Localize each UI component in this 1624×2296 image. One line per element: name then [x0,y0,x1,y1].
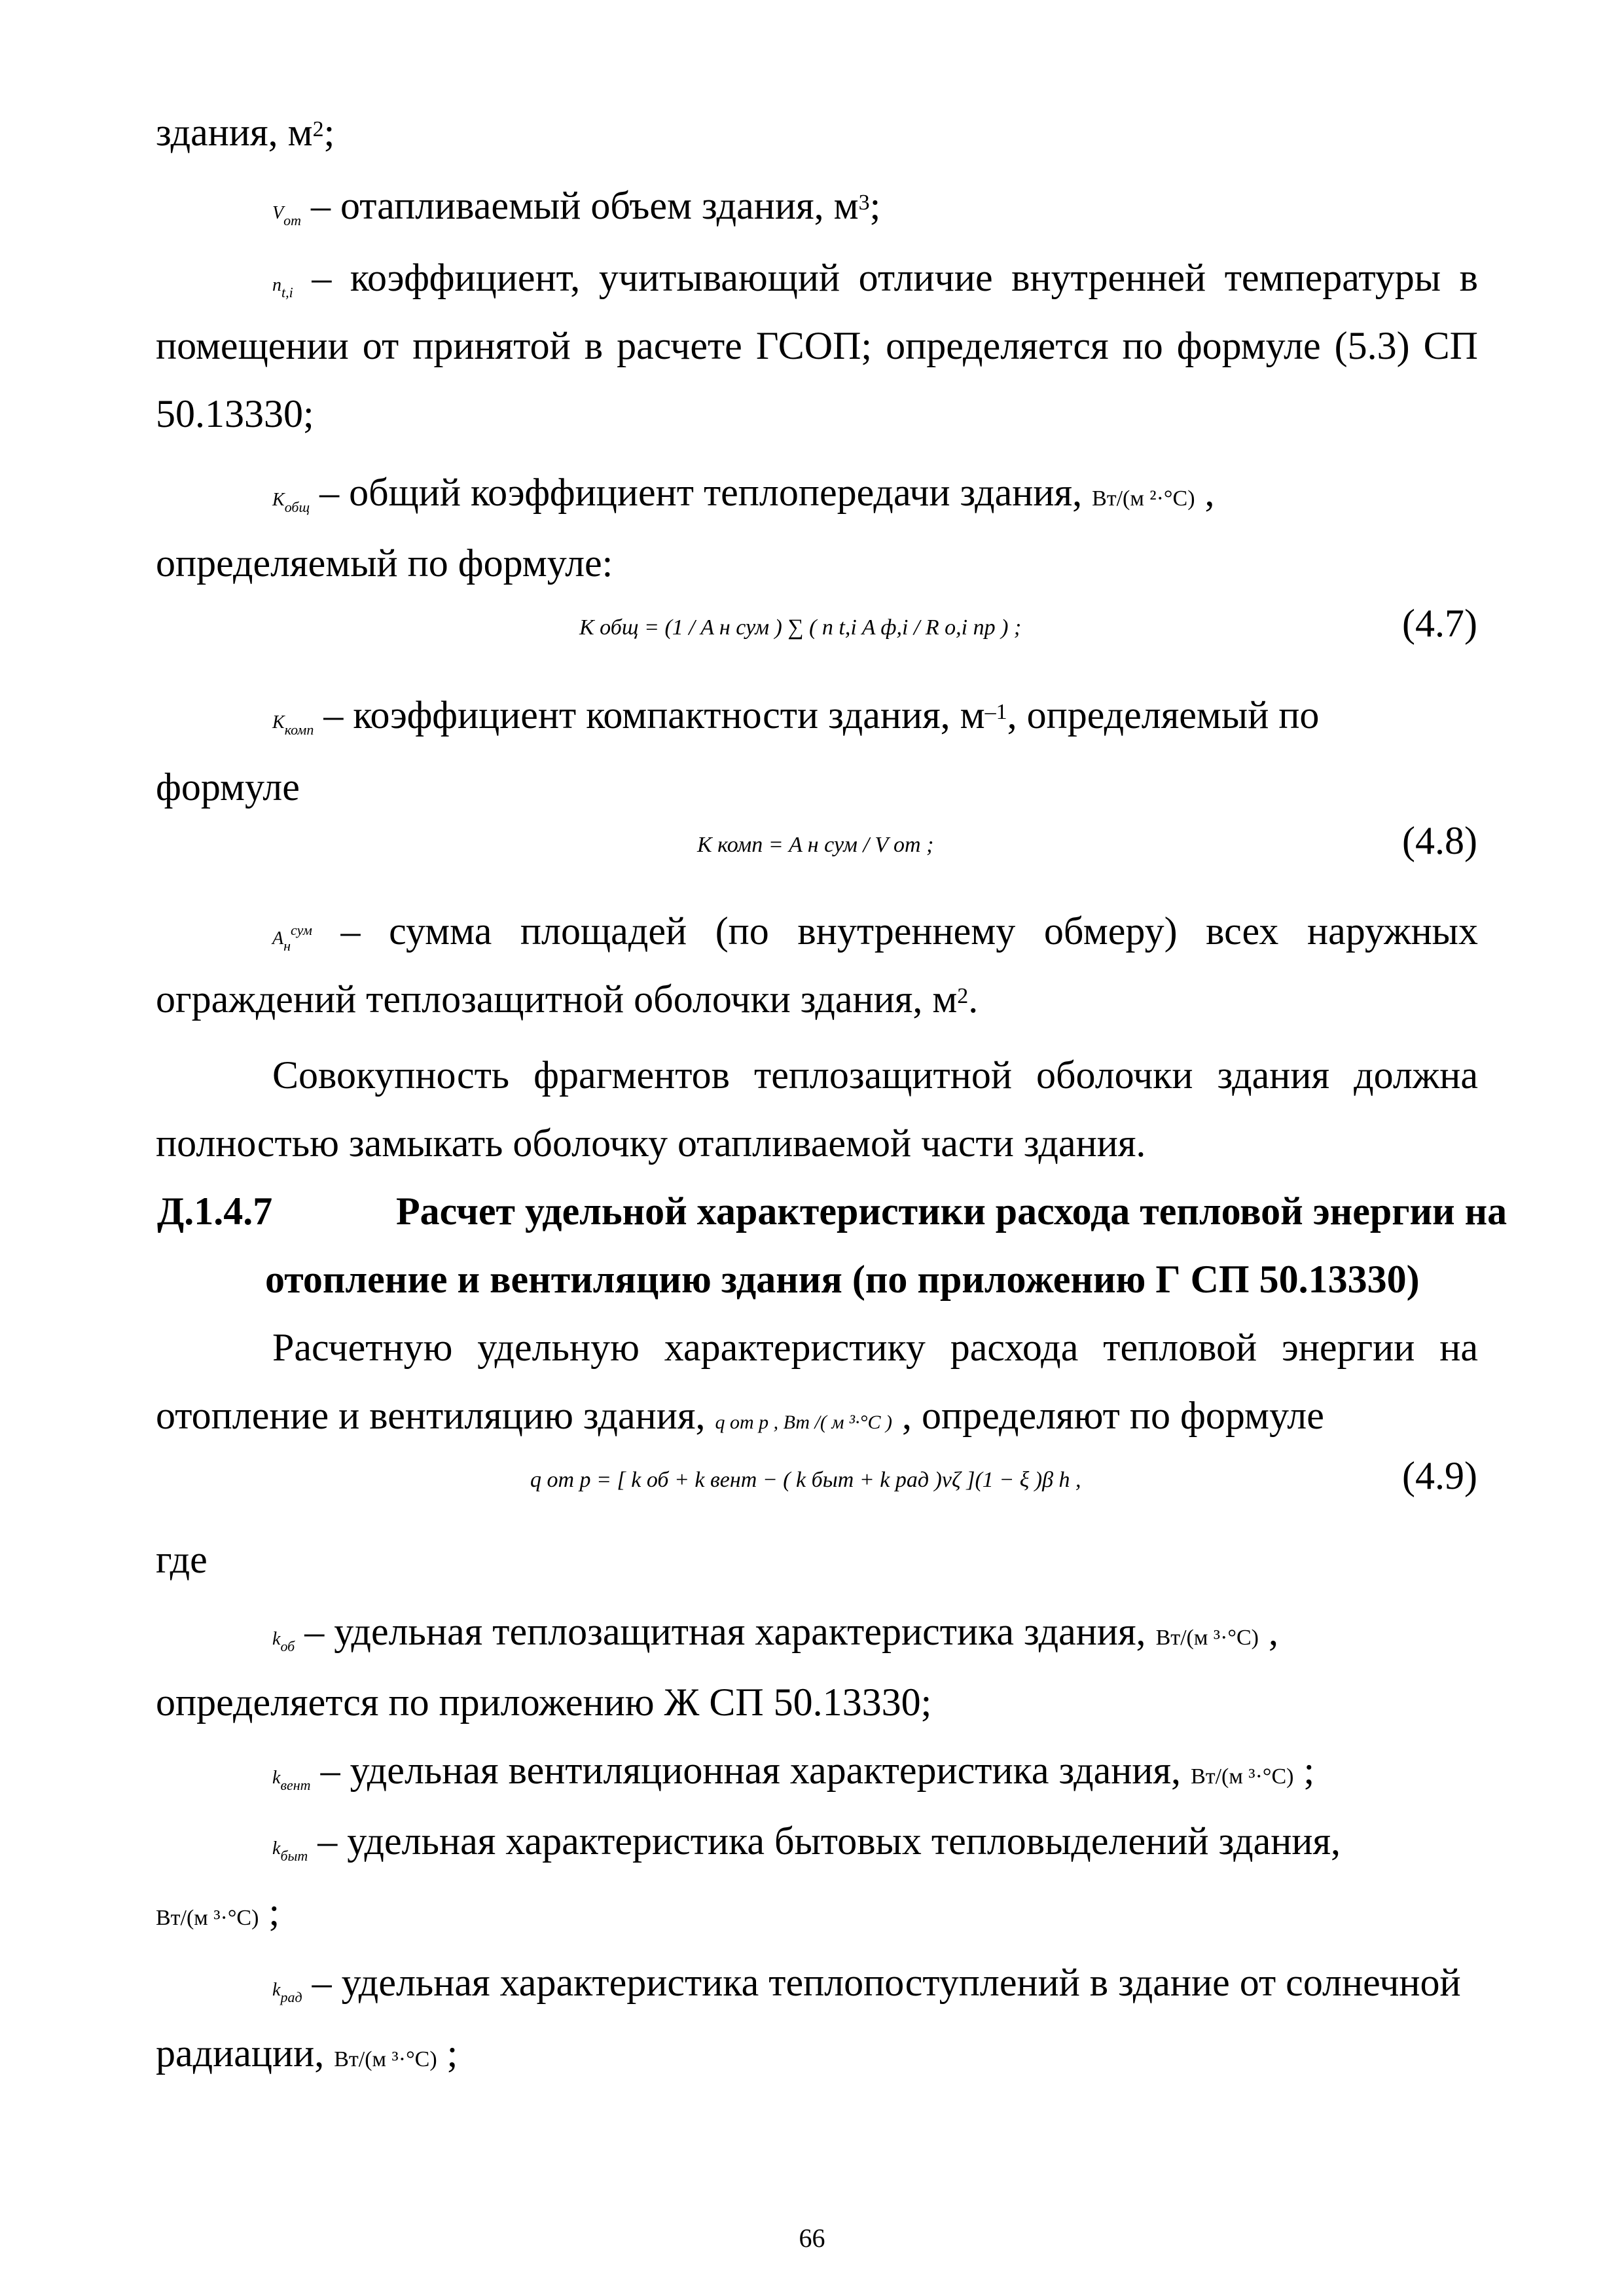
symbol-k-rad: $k_{рад}$ [272,1980,302,2005]
text-line-appendix-zh: определяется по приложению Ж СП 50.13330; [156,1681,932,1724]
text-where: где [156,1538,208,1581]
definition-coefficient-n: $n_{t,i}$ – коэффициент, учитывающий отличие внутренней температуры в помещении от принятой в расчете ГСОП; определяется по формуле (5.3) СП 50.13330; [156,256,1478,435]
symbol-q: q от р , Вт /( м ³·°С ) [715,1412,892,1433]
equation-number-4-8: (4.8) [1402,819,1477,862]
definition-volume: $V_{от}$ – отапливаемый объем здания, $м^3$; [272,184,881,228]
symbol-k-byt: $k_{быт}$ [272,1838,308,1864]
definition-k-compact: $K_{комп}$ – коэффициент компактности здания, $м^{-1}$, определяемый по [272,693,1320,738]
text-line-unit-byt: Вт/(м ³·°С) ; [156,1890,280,1933]
equation-4-9: q от р = [ k об + k вент − ( k быт + k рад )νζ ](1 − ξ )β h , [530,1468,1081,1492]
symbol-k-general: $K_{общ}$ [272,490,310,515]
page-number: 66 [799,2223,825,2253]
section-heading-line-2: отопление и вентиляцию здания (по приложению Г СП 50.13330) [265,1258,1420,1301]
symbol-n: $n_{t,i}$ [272,275,293,301]
section-heading-line-1: Расчет удельной характеристики расхода тепловой энергии на [396,1190,1507,1233]
symbol-k-vent: $k_{вент}$ [272,1768,311,1793]
symbol-k-compact: $K_{комп}$ [272,712,314,738]
symbol-v: $V_{от}$ [272,203,301,228]
equation-4-7: K общ = (1 / A н сум ) ∑ ( n t,i A ф,i / R о,i пр ) ; [579,615,1022,640]
equation-number-4-9: (4.9) [1402,1454,1477,1497]
definition-area-sum: $A_н^{сум}$ – сумма площадей (по внутреннему обмеру) всех наружных ограждений теплозащитной оболочки здания, $м^2$. [156,909,1478,1021]
paragraph-calc-line-2: отопление и вентиляцию здания, q от р , Вт /( м ³·°С ) , определяют по формуле [156,1394,1324,1437]
paragraph-envelope: Совокупность фрагментов теплозащитной оболочки здания должна полностью замыкать оболочку отапливаемой части здания. [156,1053,1478,1165]
definition-k-ob: $k_{об}$ – удельная теплозащитная характеристика здания, Вт/(м ³·°С) , [272,1610,1278,1654]
section-number: Д.1.4.7 [157,1190,273,1233]
text-line-formula: формуле [156,765,300,809]
equation-4-8: K комп = A н сум / V от ; [697,833,934,857]
text-line-radiation: радиации, Вт/(м ³·°С) ; [156,2032,458,2075]
definition-k-vent: $k_{вент}$ – удельная вентиляционная характеристика здания, Вт/(м ³·°С) ; [272,1749,1315,1793]
text-line-area-units: здания, $м^2$; [156,111,335,154]
paragraph-calc-line-1: Расчетную удельную характеристику расхода тепловой энергии на [272,1326,1478,1369]
text-line-defined-by: определяемый по формуле: [156,541,613,585]
symbol-k-ob: $k_{об}$ [272,1629,295,1654]
symbol-a-sum: $A_н^{сум}$ [272,922,312,954]
definition-k-general: $K_{общ}$ – общий коэффициент теплопередачи здания, Вт/(м ²·°С) , [272,471,1215,515]
definition-k-rad: $k_{рад}$ – удельная характеристика теплопоступлений в здание от солнечной [272,1961,1461,2005]
definition-k-byt: $k_{быт}$ – удельная характеристика бытовых тепловыделений здания, [272,1819,1341,1864]
equation-number-4-7: (4.7) [1402,602,1477,645]
